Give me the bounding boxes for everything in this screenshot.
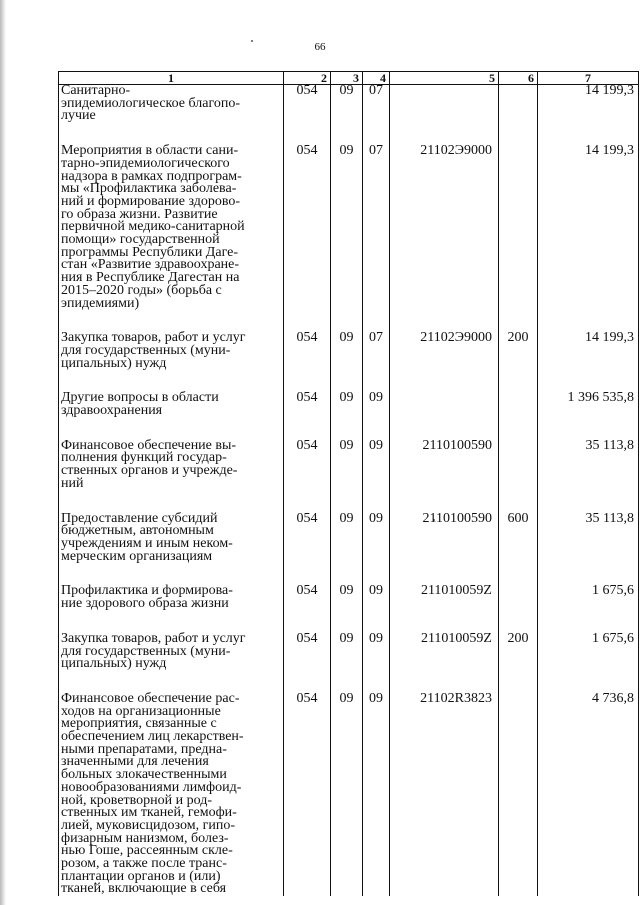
table-row	[59, 392, 639, 439]
row-name-line: Предоставление субсидий	[61, 510, 218, 526]
section-code: 09	[331, 585, 363, 632]
target-article-code: 211010059Z	[390, 585, 499, 632]
amount-value: 1 675,6	[538, 633, 639, 693]
amount-value: 14 199,3	[538, 145, 639, 332]
row-name-line: лией, муковисцидозом, гипо-	[61, 817, 235, 833]
table-row	[59, 85, 639, 146]
row-name-line: ципальных) нужд	[61, 355, 167, 371]
expense-type-code	[499, 392, 538, 439]
row-name-line: значенными для лечения	[61, 754, 209, 770]
row-name-line: для государственных (муни-	[61, 643, 231, 659]
ministry-code: 054	[284, 585, 331, 632]
subsection-code: 09	[363, 633, 390, 693]
row-name-line: обеспечением лиц лекарствен-	[61, 729, 244, 745]
expense-type-code	[499, 85, 538, 146]
section-code: 09	[331, 392, 363, 439]
row-name-line: Финансовое обеспечение вы-	[61, 437, 237, 453]
table-row	[59, 693, 639, 896]
ministry-code: 054	[284, 145, 331, 332]
expense-type-code: 200	[499, 633, 538, 693]
table-row	[59, 440, 639, 513]
row-name	[59, 510, 284, 586]
row-name-line: ными препаратами, предна-	[61, 741, 227, 757]
row-name-line: ципальных) нужд	[61, 656, 167, 672]
row-name-line: 2015–2020 годы» (борьба с	[61, 282, 222, 298]
row-name-line: ние здорового образа жизни	[61, 596, 229, 612]
row-name-line: учреждениям и иным неком-	[61, 535, 233, 551]
row-name-line: Закупка товаров, работ и услуг	[61, 330, 246, 346]
ministry-code: 054	[284, 332, 331, 392]
row-name	[59, 392, 284, 439]
section-code: 09	[331, 332, 363, 392]
section-code: 09	[331, 85, 363, 146]
row-name-line: помощи» государственной	[61, 232, 220, 248]
target-article-code: 21102Э9000	[390, 145, 499, 332]
row-name-line: розом, а также после транс-	[61, 856, 227, 872]
column-header: 6	[499, 72, 538, 85]
row-name-line: больных злокачественными	[61, 767, 227, 783]
row-name-line: Профилактика и формирова-	[61, 583, 233, 599]
row-name	[59, 630, 284, 693]
row-name-line: тканей, включающие в себя	[61, 881, 227, 897]
row-name-line: мероприятия, связанные с	[61, 716, 217, 732]
target-article-code: 211010059Z	[390, 633, 499, 693]
ministry-code: 054	[284, 85, 331, 146]
section-code: 09	[331, 145, 363, 332]
amount-value: 14 199,3	[538, 85, 639, 146]
row-name-line: эпидемиологическое благопо-	[61, 95, 241, 111]
expense-type-code	[499, 585, 538, 632]
row-name	[59, 690, 284, 897]
section-code: 09	[331, 693, 363, 896]
amount-value: 1 396 535,8	[538, 392, 639, 439]
row-name-line: ний	[61, 475, 84, 491]
row-name-line: Закупка товаров, работ и услуг	[61, 630, 246, 646]
target-article-code: 2110100590	[390, 440, 499, 513]
row-name-line: плантации органов и (или)	[61, 868, 221, 884]
column-header: 7	[538, 72, 639, 85]
row-name-line: лучие	[61, 108, 96, 124]
expense-type-code: 200	[499, 332, 538, 392]
subsection-code: 09	[363, 440, 390, 513]
row-name	[59, 85, 284, 146]
row-name-line: ной, кроветворной и род-	[61, 792, 213, 808]
row-name	[59, 332, 284, 392]
subsection-code: 09	[363, 585, 390, 632]
table-row	[59, 585, 639, 632]
row-name-line: нью Гоше, рассеянным скле-	[61, 843, 233, 859]
subsection-code: 09	[363, 693, 390, 896]
expense-type-code	[499, 693, 538, 896]
section-code: 09	[331, 633, 363, 693]
row-name-line: го образа жизни. Развитие	[61, 206, 218, 222]
page-number: 66	[314, 41, 326, 53]
ministry-code: 054	[284, 633, 331, 693]
amount-value: 35 113,8	[538, 440, 639, 513]
row-name-line: ний и формирование здорово-	[61, 193, 241, 209]
scan-edge-shadow	[0, 0, 6, 905]
row-name-line: надзора в рамках подпрограм-	[61, 168, 242, 184]
row-name-line: мы «Профилактика заболева-	[61, 181, 237, 197]
row-name	[59, 437, 284, 513]
budget-table	[58, 71, 639, 896]
ministry-code: 054	[284, 693, 331, 896]
table-row	[59, 633, 639, 693]
target-article-code: 21102R3823	[390, 693, 499, 896]
table-row	[59, 513, 639, 586]
section-code: 09	[331, 440, 363, 513]
amount-value: 35 113,8	[538, 513, 639, 586]
column-header: 2	[284, 72, 331, 85]
row-name-line: бюджетным, автономным	[61, 523, 214, 539]
row-name-line: новообразованиями лимфоид-	[61, 779, 242, 795]
section-code: 09	[331, 513, 363, 586]
row-name-line: эпидемиями)	[61, 295, 140, 311]
subsection-code: 09	[363, 392, 390, 439]
subsection-code: 07	[363, 85, 390, 146]
row-name-line: ходов на организационные	[61, 703, 221, 719]
row-name-line: тарно-эпидемиологического	[61, 155, 230, 171]
column-header: 3	[331, 72, 363, 85]
subsection-code: 07	[363, 145, 390, 332]
column-header: 1	[59, 72, 284, 85]
row-name-line: ния в Республике Дагестан на	[61, 270, 240, 286]
column-header: 4	[363, 72, 390, 85]
row-name-line: программы Республики Даге-	[61, 244, 239, 260]
row-name-line: первичной медико-санитарной	[61, 219, 245, 235]
subsection-code: 09	[363, 513, 390, 586]
amount-value: 1 675,6	[538, 585, 639, 632]
row-name-line: мерческим организациям	[61, 548, 213, 564]
expense-type-code	[499, 440, 538, 513]
expense-type-code: 600	[499, 513, 538, 586]
table-row	[59, 145, 639, 332]
row-name-line: Мероприятия в области сани-	[61, 143, 239, 159]
target-article-code	[390, 85, 499, 146]
row-name	[59, 145, 284, 332]
subsection-code: 07	[363, 332, 390, 392]
row-name-line: физарным нанизмом, болез-	[61, 830, 229, 846]
table-row	[59, 332, 639, 392]
target-article-code: 2110100590	[390, 513, 499, 586]
row-name-line: ственных органов и учрежде-	[61, 463, 238, 479]
row-name-line: Санитарно-	[61, 83, 131, 98]
target-article-code	[390, 392, 499, 439]
column-header: 5	[390, 72, 499, 85]
row-name	[59, 585, 284, 632]
ministry-code: 054	[284, 440, 331, 513]
ministry-code: 054	[284, 392, 331, 439]
row-name-line: Финансовое обеспечение рас-	[61, 690, 240, 706]
target-article-code: 21102Э9000	[390, 332, 499, 392]
row-name-line: полнения функций государ-	[61, 450, 227, 466]
row-name-line: стан «Развитие здравоохране-	[61, 257, 240, 273]
row-name-line: ственных им тканей, гемофи-	[61, 805, 237, 821]
ministry-code: 054	[284, 513, 331, 586]
amount-value: 4 736,8	[538, 693, 639, 896]
expense-type-code	[499, 145, 538, 332]
row-name-line: для государственных (муни-	[61, 342, 231, 358]
amount-value: 14 199,3	[538, 332, 639, 392]
row-name-line: Другие вопросы в области	[61, 390, 219, 406]
row-name-line: здравоохранения	[61, 403, 163, 419]
